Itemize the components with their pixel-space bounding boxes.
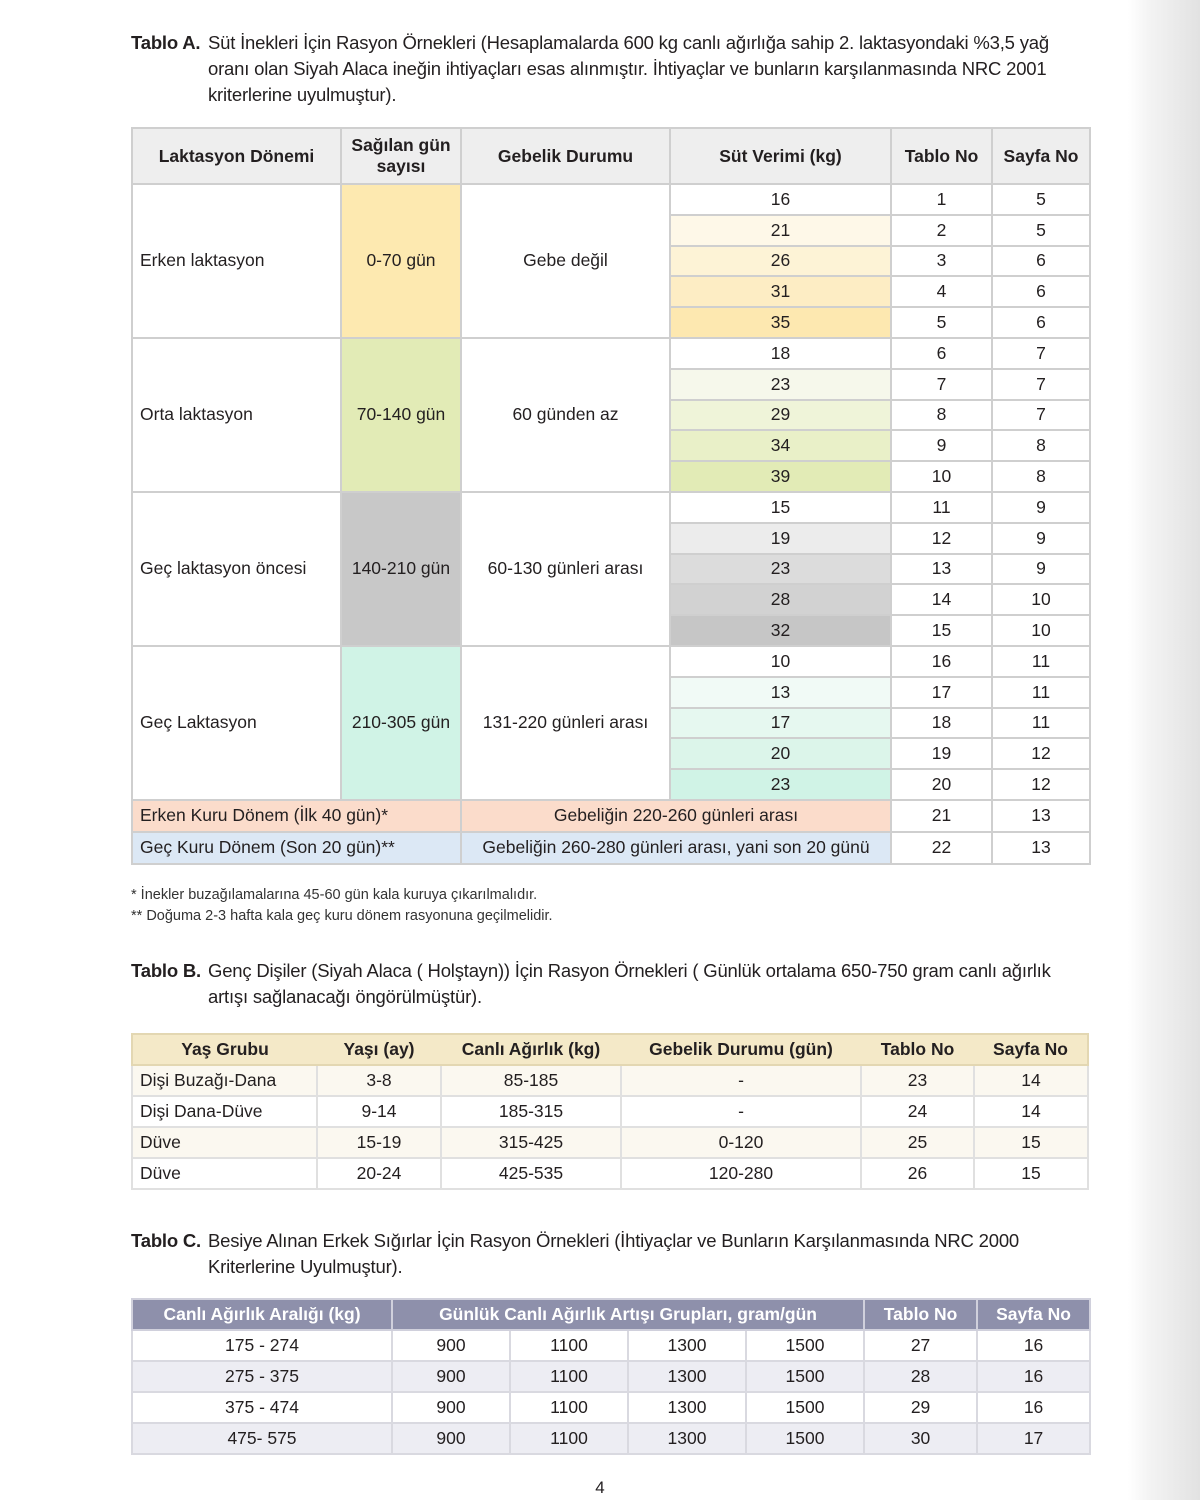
table-no-cell: 23 <box>861 1065 974 1096</box>
col-header-lactation-period: Laktasyon Dönemi <box>132 128 341 184</box>
weight-range-cell: 175 - 274 <box>132 1330 392 1361</box>
table-b <box>131 1033 1089 1190</box>
page-no-cell: 16 <box>977 1361 1090 1392</box>
col-header-milking-days: Sağılan gün sayısı <box>341 128 461 184</box>
dry-period-row <box>132 800 1090 832</box>
table-no-cell: 27 <box>864 1330 977 1361</box>
footnote-2: ** Doğuma 2-3 hafta kala geç kuru dönem rasyonuna geçilmelidir. <box>131 908 553 924</box>
page-no-cell: 13 <box>992 832 1090 864</box>
page-no-cell: 15 <box>974 1158 1088 1189</box>
table-c-caption <box>131 1228 1089 1280</box>
gain-900-cell: 900 <box>392 1330 510 1361</box>
age-group-cell: Düve <box>132 1158 317 1189</box>
gain-1100-cell: 1100 <box>510 1361 628 1392</box>
gain-1500-cell: 1500 <box>746 1392 864 1423</box>
gain-1500-cell: 1500 <box>746 1361 864 1392</box>
weight-range-cell: 275 - 375 <box>132 1361 392 1392</box>
milking-days-cell: 210-305 gün <box>341 646 461 800</box>
page-no-cell: 10 <box>992 584 1090 615</box>
page-no-cell: 6 <box>992 276 1090 307</box>
table-no-cell: 9 <box>891 430 992 461</box>
milk-yield-cell: 23 <box>670 769 891 800</box>
page-no-cell: 7 <box>992 400 1090 431</box>
table-c-header-row <box>132 1299 1090 1330</box>
page-no-cell: 12 <box>992 769 1090 800</box>
table-no-cell: 7 <box>891 369 992 400</box>
page-no-cell: 14 <box>974 1096 1088 1127</box>
pregnancy-cell: 60-130 günleri arası <box>461 492 670 646</box>
col-header-table-no: Tablo No <box>891 128 992 184</box>
gain-1100-cell: 1100 <box>510 1330 628 1361</box>
live-weight-cell: 315-425 <box>441 1127 621 1158</box>
page-no-cell: 14 <box>974 1065 1088 1096</box>
page-no-cell: 8 <box>992 461 1090 492</box>
dry-period-cell: Geç Kuru Dönem (Son 20 gün)** <box>132 832 461 864</box>
footnote-1: * İnekler buzağılamalarına 45-60 gün kala kuruya çıkarılmalıdır. <box>131 887 538 903</box>
table-b-header-row <box>132 1034 1088 1065</box>
page-no-cell: 9 <box>992 554 1090 585</box>
milk-yield-cell: 26 <box>670 246 891 277</box>
pregnancy-cell: 131-220 günleri arası <box>461 646 670 800</box>
table-a-caption-text: Süt İnekleri İçin Rasyon Örnekleri (Hesaplamalarda 600 kg canlı ağırlığa sahip 2. laktasyondaki %3,5 yağ oranı olan Siyah Alaca ineğin ihtiyaçları esas alınmıştır. İhtiyaçlar ve bunların karşılanmasında NRC 2001 kriterlerine uyulmuştur). <box>208 32 1049 105</box>
weight-range-cell: 475- 575 <box>132 1423 392 1454</box>
table-no-cell: 29 <box>864 1392 977 1423</box>
table-b-caption <box>131 958 1089 1010</box>
page-no-cell: 17 <box>977 1423 1090 1454</box>
milk-yield-cell: 34 <box>670 430 891 461</box>
gain-1100-cell: 1100 <box>510 1392 628 1423</box>
dry-pregnancy-cell: Gebeliğin 220-260 günleri arası <box>461 800 891 832</box>
table-a-header-row <box>132 128 1090 184</box>
col-header-page-no: Sayfa No <box>992 128 1090 184</box>
col-header-milk-yield: Süt Verimi (kg) <box>670 128 891 184</box>
age-months-cell: 9-14 <box>317 1096 441 1127</box>
table-no-cell: 3 <box>891 246 992 277</box>
table-no-cell: 28 <box>864 1361 977 1392</box>
milk-yield-cell: 23 <box>670 554 891 585</box>
table-no-cell: 8 <box>891 400 992 431</box>
page-no-cell: 7 <box>992 338 1090 369</box>
live-weight-cell: 185-315 <box>441 1096 621 1127</box>
table-b-caption-lead: Tablo B. <box>131 960 201 981</box>
page-no-cell: 5 <box>992 184 1090 215</box>
page-no-cell: 11 <box>992 646 1090 677</box>
milk-yield-cell: 19 <box>670 523 891 554</box>
gain-1300-cell: 1300 <box>628 1392 746 1423</box>
page-no-cell: 11 <box>992 677 1090 708</box>
milk-yield-cell: 13 <box>670 677 891 708</box>
milk-yield-cell: 32 <box>670 615 891 646</box>
milk-yield-cell: 28 <box>670 584 891 615</box>
dry-period-cell: Erken Kuru Dönem (İlk 40 gün)* <box>132 800 461 832</box>
table-row <box>132 1096 1088 1127</box>
table-no-cell: 22 <box>891 832 992 864</box>
milk-yield-cell: 39 <box>670 461 891 492</box>
gain-900-cell: 900 <box>392 1392 510 1423</box>
table-no-cell: 10 <box>891 461 992 492</box>
table-no-cell: 16 <box>891 646 992 677</box>
page-no-cell: 9 <box>992 492 1090 523</box>
page-no-cell: 12 <box>992 738 1090 769</box>
table-no-cell: 17 <box>891 677 992 708</box>
table-a-footnotes <box>131 885 553 927</box>
pregnancy-days-cell: - <box>621 1096 861 1127</box>
gain-1500-cell: 1500 <box>746 1423 864 1454</box>
milk-yield-cell: 18 <box>670 338 891 369</box>
col-header-daily-gain-groups: Günlük Canlı Ağırlık Artışı Grupları, gram/gün <box>392 1299 864 1330</box>
col-header-table-no: Tablo No <box>861 1034 974 1065</box>
page-no-cell: 7 <box>992 369 1090 400</box>
age-months-cell: 3-8 <box>317 1065 441 1096</box>
table-no-cell: 12 <box>891 523 992 554</box>
page-no-cell: 16 <box>977 1330 1090 1361</box>
age-group-cell: Dişi Dana-Düve <box>132 1096 317 1127</box>
col-header-age-months: Yaşı (ay) <box>317 1034 441 1065</box>
milk-yield-cell: 16 <box>670 184 891 215</box>
col-header-page-no: Sayfa No <box>974 1034 1088 1065</box>
table-row <box>132 184 1090 215</box>
table-no-cell: 5 <box>891 307 992 338</box>
table-no-cell: 18 <box>891 708 992 739</box>
milk-yield-cell: 35 <box>670 307 891 338</box>
table-no-cell: 11 <box>891 492 992 523</box>
page-no-cell: 5 <box>992 215 1090 246</box>
dry-period-row <box>132 832 1090 864</box>
milking-days-cell: 140-210 gün <box>341 492 461 646</box>
page-no-cell: 15 <box>974 1127 1088 1158</box>
table-row <box>132 1158 1088 1189</box>
lactation-period-cell: Geç laktasyon öncesi <box>132 492 341 646</box>
page-no-cell: 16 <box>977 1392 1090 1423</box>
table-no-cell: 6 <box>891 338 992 369</box>
col-header-pregnancy: Gebelik Durumu <box>461 128 670 184</box>
page-no-cell: 8 <box>992 430 1090 461</box>
table-c-caption-lead: Tablo C. <box>131 1230 201 1251</box>
col-header-pregnancy-days: Gebelik Durumu (gün) <box>621 1034 861 1065</box>
live-weight-cell: 85-185 <box>441 1065 621 1096</box>
table-a-caption <box>131 30 1089 108</box>
table-row <box>132 338 1090 369</box>
table-no-cell: 13 <box>891 554 992 585</box>
table-no-cell: 1 <box>891 184 992 215</box>
pregnancy-days-cell: 0-120 <box>621 1127 861 1158</box>
table-no-cell: 21 <box>891 800 992 832</box>
gain-1100-cell: 1100 <box>510 1423 628 1454</box>
gain-900-cell: 900 <box>392 1423 510 1454</box>
milk-yield-cell: 17 <box>670 708 891 739</box>
page-no-cell: 6 <box>992 246 1090 277</box>
table-row <box>132 1361 1090 1392</box>
col-header-weight-range: Canlı Ağırlık Aralığı (kg) <box>132 1299 392 1330</box>
table-no-cell: 20 <box>891 769 992 800</box>
lactation-period-cell: Orta laktasyon <box>132 338 341 492</box>
table-no-cell: 24 <box>861 1096 974 1127</box>
table-no-cell: 15 <box>891 615 992 646</box>
table-no-cell: 2 <box>891 215 992 246</box>
milk-yield-cell: 15 <box>670 492 891 523</box>
lactation-period-cell: Geç Laktasyon <box>132 646 341 800</box>
milk-yield-cell: 23 <box>670 369 891 400</box>
col-header-page-no: Sayfa No <box>977 1299 1090 1330</box>
age-months-cell: 15-19 <box>317 1127 441 1158</box>
milk-yield-cell: 21 <box>670 215 891 246</box>
milk-yield-cell: 29 <box>670 400 891 431</box>
milking-days-cell: 0-70 gün <box>341 184 461 338</box>
table-a <box>131 127 1091 865</box>
pregnancy-days-cell: - <box>621 1065 861 1096</box>
table-c-caption-text: Besiye Alınan Erkek Sığırlar İçin Rasyon Örnekleri (İhtiyaçlar ve Bunların Karşılanmasında NRC 2000 Kriterlerine Uyulmuştur). <box>208 1230 1020 1277</box>
table-row <box>132 1330 1090 1361</box>
live-weight-cell: 425-535 <box>441 1158 621 1189</box>
milking-days-cell: 70-140 gün <box>341 338 461 492</box>
milk-yield-cell: 20 <box>670 738 891 769</box>
gain-1300-cell: 1300 <box>628 1423 746 1454</box>
age-months-cell: 20-24 <box>317 1158 441 1189</box>
pregnancy-cell: 60 günden az <box>461 338 670 492</box>
lactation-period-cell: Erken laktasyon <box>132 184 341 338</box>
age-group-cell: Dişi Buzağı-Dana <box>132 1065 317 1096</box>
table-row <box>132 1392 1090 1423</box>
table-row <box>132 1127 1088 1158</box>
table-no-cell: 4 <box>891 276 992 307</box>
page-no-cell: 9 <box>992 523 1090 554</box>
gain-1300-cell: 1300 <box>628 1361 746 1392</box>
page-no-cell: 10 <box>992 615 1090 646</box>
gain-1500-cell: 1500 <box>746 1330 864 1361</box>
pregnancy-days-cell: 120-280 <box>621 1158 861 1189</box>
col-header-age-group: Yaş Grubu <box>132 1034 317 1065</box>
table-row <box>132 492 1090 523</box>
table-no-cell: 30 <box>864 1423 977 1454</box>
table-row <box>132 1065 1088 1096</box>
pregnancy-cell: Gebe değil <box>461 184 670 338</box>
milk-yield-cell: 31 <box>670 276 891 307</box>
dry-pregnancy-cell: Gebeliğin 260-280 günleri arası, yani son 20 günü <box>461 832 891 864</box>
table-row <box>132 1423 1090 1454</box>
table-no-cell: 19 <box>891 738 992 769</box>
col-header-live-weight: Canlı Ağırlık (kg) <box>441 1034 621 1065</box>
page-number: 4 <box>595 1478 605 1497</box>
table-c <box>131 1298 1091 1455</box>
table-a-caption-lead: Tablo A. <box>131 32 201 53</box>
page-no-cell: 13 <box>992 800 1090 832</box>
page-no-cell: 11 <box>992 708 1090 739</box>
col-header-table-no: Tablo No <box>864 1299 977 1330</box>
table-no-cell: 14 <box>891 584 992 615</box>
table-no-cell: 26 <box>861 1158 974 1189</box>
table-row <box>132 646 1090 677</box>
gain-900-cell: 900 <box>392 1361 510 1392</box>
age-group-cell: Düve <box>132 1127 317 1158</box>
milk-yield-cell: 10 <box>670 646 891 677</box>
gain-1300-cell: 1300 <box>628 1330 746 1361</box>
table-b-caption-text: Genç Dişiler (Siyah Alaca ( Holştayn)) İçin Rasyon Örnekleri ( Günlük ortalama 650-750 gram canlı ağırlık artışı sağlanacağı öngörülmüştür). <box>208 960 1051 1007</box>
table-no-cell: 25 <box>861 1127 974 1158</box>
page-no-cell: 6 <box>992 307 1090 338</box>
weight-range-cell: 375 - 474 <box>132 1392 392 1423</box>
